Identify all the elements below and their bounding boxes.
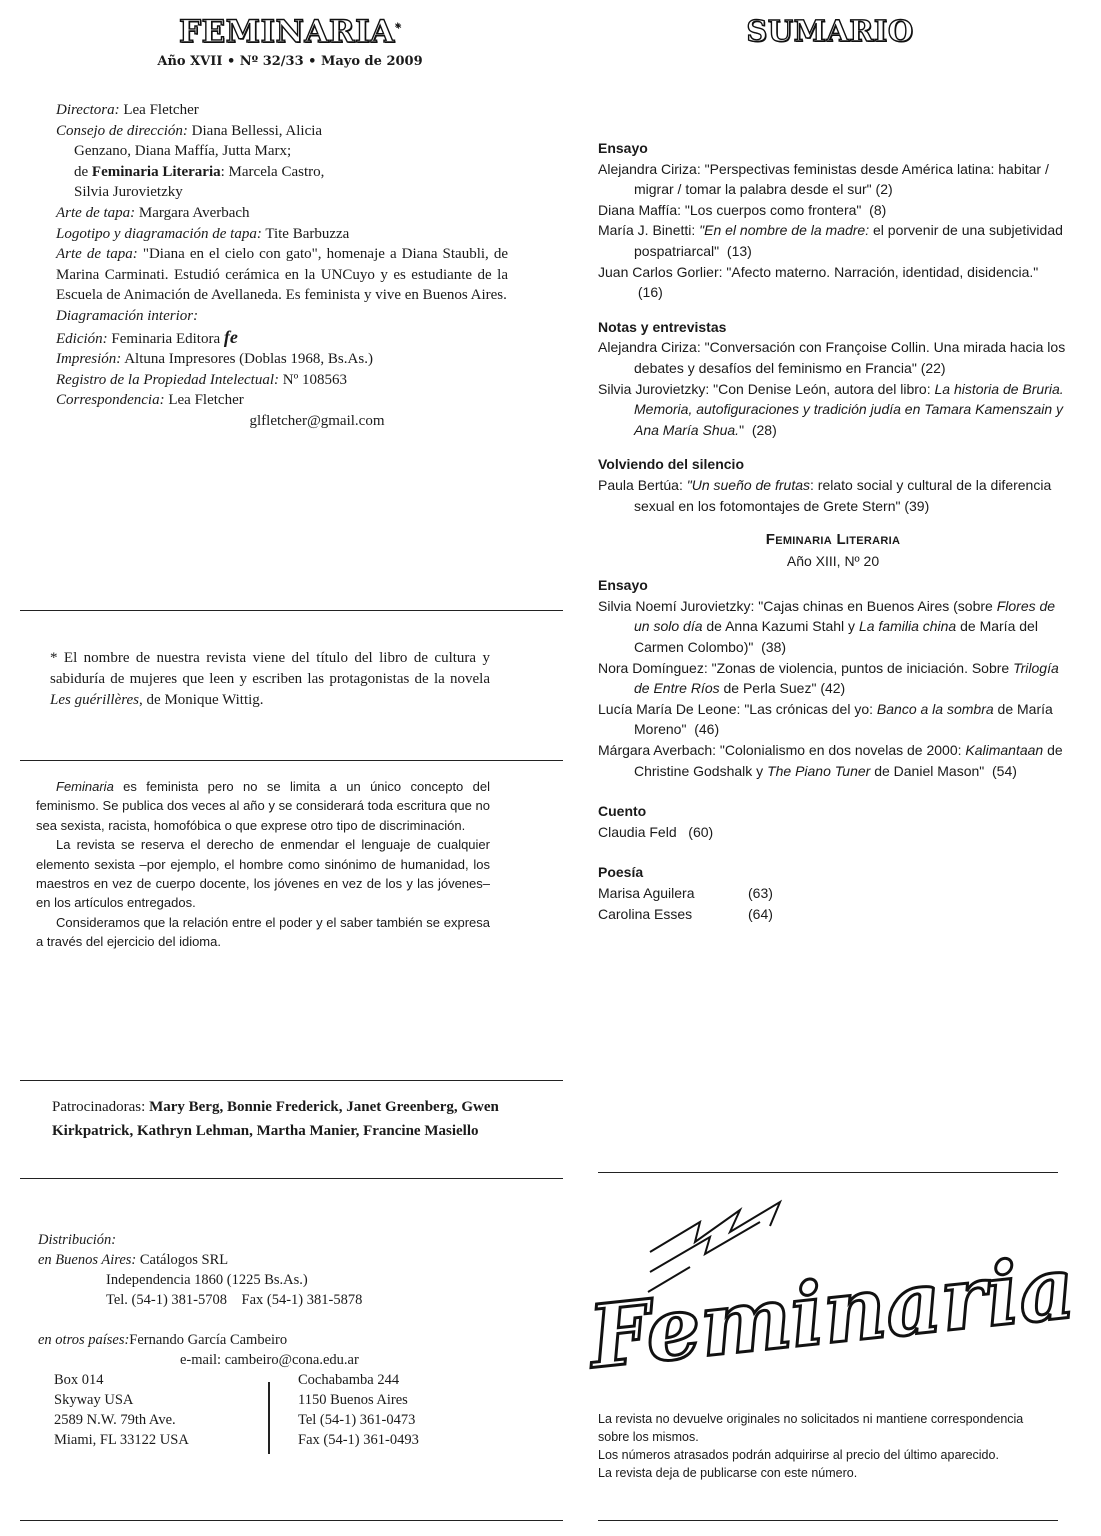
section-heading: Volviendo del silencio (598, 456, 744, 473)
section-heading: Notas y entrevistas (598, 318, 727, 335)
address-divider (268, 1382, 270, 1454)
credit-edicion: Edición: Feminaria Editora fe (56, 326, 238, 347)
toc-entry[interactable]: Lucía María De Leone: "Las crónicas del yo: Banco a la sombra de María Moreno" (46) (598, 700, 1053, 738)
masthead-title: FEMINARIA* (179, 14, 401, 50)
credit-registro: Registro de la Propiedad Intelectual: Nº 108563 (56, 371, 347, 388)
table-of-contents (598, 138, 1068, 924)
divider (20, 1080, 563, 1081)
divider (598, 1172, 1058, 1173)
toc-entry[interactable]: Carolina Esses (64) (598, 905, 773, 922)
title-footnote: * El nombre de nuestra revista viene del título del libro de cultura y sabiduría de mujeres que leen y escriben las protagonistas de la novela Les guérillères, de Monique Wittig. (50, 650, 490, 708)
toc-entry[interactable]: María J. Binetti: "En el nombre de la madre: el porvenir de una subjetividad pospatriarcal" (13) (598, 222, 1063, 259)
credit-consejo-3: de Feminaria Literaria: Marcela Castro, (74, 163, 325, 180)
credit-arte-tapa-2: Arte de tapa: "Diana en el cielo con gato", homenaje a Diana Staubli, de Marina Carminati. Estudió cerámica en la UNCuyo y es estudiante de la Escuela de Animación de Avellaneda. Es feminista y vive en Buenos Aires. (56, 246, 509, 304)
address-argentina: Cochabamba 244 1150 Buenos Aires Tel (54-1) 361-0473 Fax (54-1) 361-0493 (298, 1372, 419, 1448)
divider (20, 610, 563, 611)
toc-entry[interactable]: Paula Bertúa: "Un sueño de frutas: relato social y cultural de la diferencia sexual en los fotomontajes de Grete Stern" (39) (598, 476, 1052, 514)
divider (20, 760, 563, 761)
editorial-policy: Feminaria es feminista pero no se limita a un único concepto del feminismo. Se publica dos veces al año y se considerará toda escritura que no sea sexista, racista, homofóbica o que exprese otro tipo de discriminación. La revista se reserva el derecho de enmendar el lenguaje de cualquier elemento sexista –por ejemplo, el hombre como sinónimo de humanidad, los maestros en vez de cuerpo docente, los jóvenes en vez de los y las jóvenes– en los artículos entregados. Consideramos que la relación entre el poder y el saber también se expresa a través del ejercicio del idioma. (36, 779, 490, 950)
toc-entry[interactable]: Juan Carlos Gorlier: "Afecto materno. Narración, identidad, disidencia." (16) (598, 263, 1039, 301)
section-heading: Cuento (598, 803, 647, 820)
toc-entry[interactable]: Alejandra Ciriza: "Conversación con Françoise Collin. Una mirada hacia los debates y desafíos del feminismo en Francia" (22) (598, 339, 1066, 376)
issue-line: Año XVII • Nº 32/33 • Mayo de 2009 (157, 54, 423, 69)
address-usa: Box 014 Skyway USA 2589 N.W. 79th Ave. Miami, FL 33122 USA (54, 1372, 189, 1448)
toc-entry[interactable]: Diana Maffía: "Los cuerpos como frontera" (8) (598, 201, 887, 218)
credit-consejo-2: Genzano, Diana Maffía, Jutta Marx; (74, 143, 292, 160)
credits-block (56, 100, 508, 432)
credit-consejo-4: Silvia Jurovietzky (74, 184, 183, 201)
credit-arte-tapa: Arte de tapa: Margara Averbach (56, 204, 250, 221)
credit-diagramacion: Diagramación interior: (56, 307, 199, 324)
feminaria-logo (584, 1192, 1080, 1412)
toc-entry[interactable]: Claudia Feld (60) (598, 823, 714, 840)
credit-consejo: Consejo de dirección: Diana Bellessi, Alicia (56, 122, 323, 139)
section-heading: Ensayo (598, 577, 648, 594)
credit-correspondencia: Correspondencia: Lea Fletcher (56, 392, 244, 409)
toc-entry[interactable]: Silvia Jurovietzky: "Con Denise León, autora del libro: La historia de Bruria. Memoria, autofiguraciones y tradición judía en Tamara Kamenszain y Ana María Shua." (28) (598, 380, 1064, 438)
logo-wordmark: Feminaria (584, 1237, 1080, 1389)
toc-entry[interactable]: Márgara Averbach: "Colonialismo en dos novelas de 2000: Kalimantaan de Christine Godshalk y The Piano Tuner de Daniel Mason" (54) (598, 742, 1063, 779)
divider (598, 1520, 1058, 1521)
contact-email[interactable]: glfletcher@gmail.com (249, 412, 385, 429)
disclaimer: La revista no devuelve originales no solicitados ni mantiene correspondencia sobre los mismos. Los números atrasados podrán adquirirse al precio del último aparecido. La revista deja de publicarse con este número. (598, 1412, 1024, 1480)
distribution: Distribución: en Buenos Aires: Catálogos SRL Independencia 1860 (1225 Bs.As.) Tel. (54-1) 381-5708 Fax (54-1) 381-5878 en otros países:Fernando García Cambeiro e-mail: cambeiro@cona.edu.ar (38, 1232, 363, 1368)
literaria-issue: Año XIII, Nº 20 (786, 552, 880, 569)
credit-director: Directora: Lea Fletcher (56, 102, 199, 118)
sponsors: Patrocinadoras: Mary Berg, Bonnie Frederick, Janet Greenberg, Gwen Kirkpatrick, Kathryn Lehman, Martha Manier, Francine Masiello (52, 1099, 499, 1139)
literaria-heading: Feminaria Literaria (765, 531, 901, 549)
divider (20, 1178, 563, 1179)
section-heading: Ensayo (598, 140, 648, 156)
section-heading: Poesía (598, 864, 644, 881)
credit-impresion: Impresión: Altuna Impresores (Doblas 1968, Bs.As.) (56, 351, 373, 368)
divider (20, 1520, 563, 1521)
toc-entry[interactable]: Marisa Aguilera (63) (598, 885, 773, 901)
credit-logotipo: Logotipo y diagramación de tapa: Tite Barbuzza (56, 225, 350, 242)
editora-logo: fe (223, 326, 238, 347)
toc-entry[interactable]: Nora Domínguez: "Zonas de violencia, puntos de iniciación. Sobre Trilogía de Entre Ríos de Perla Suez" (42) (598, 659, 1059, 697)
sumario-title: SUMARIO (746, 14, 914, 48)
toc-entry[interactable]: Alejandra Ciriza: "Perspectivas feministas desde América latina: habitar / migrar / tomar la palabra desde el sur" (2) (598, 160, 1049, 198)
toc-entry[interactable]: Silvia Noemí Jurovietzky: "Cajas chinas en Buenos Aires (sobre Flores de un solo día de Anna Kazumi Stahl y La familia china de María del Carmen Colombo)" (38) (598, 597, 1056, 656)
